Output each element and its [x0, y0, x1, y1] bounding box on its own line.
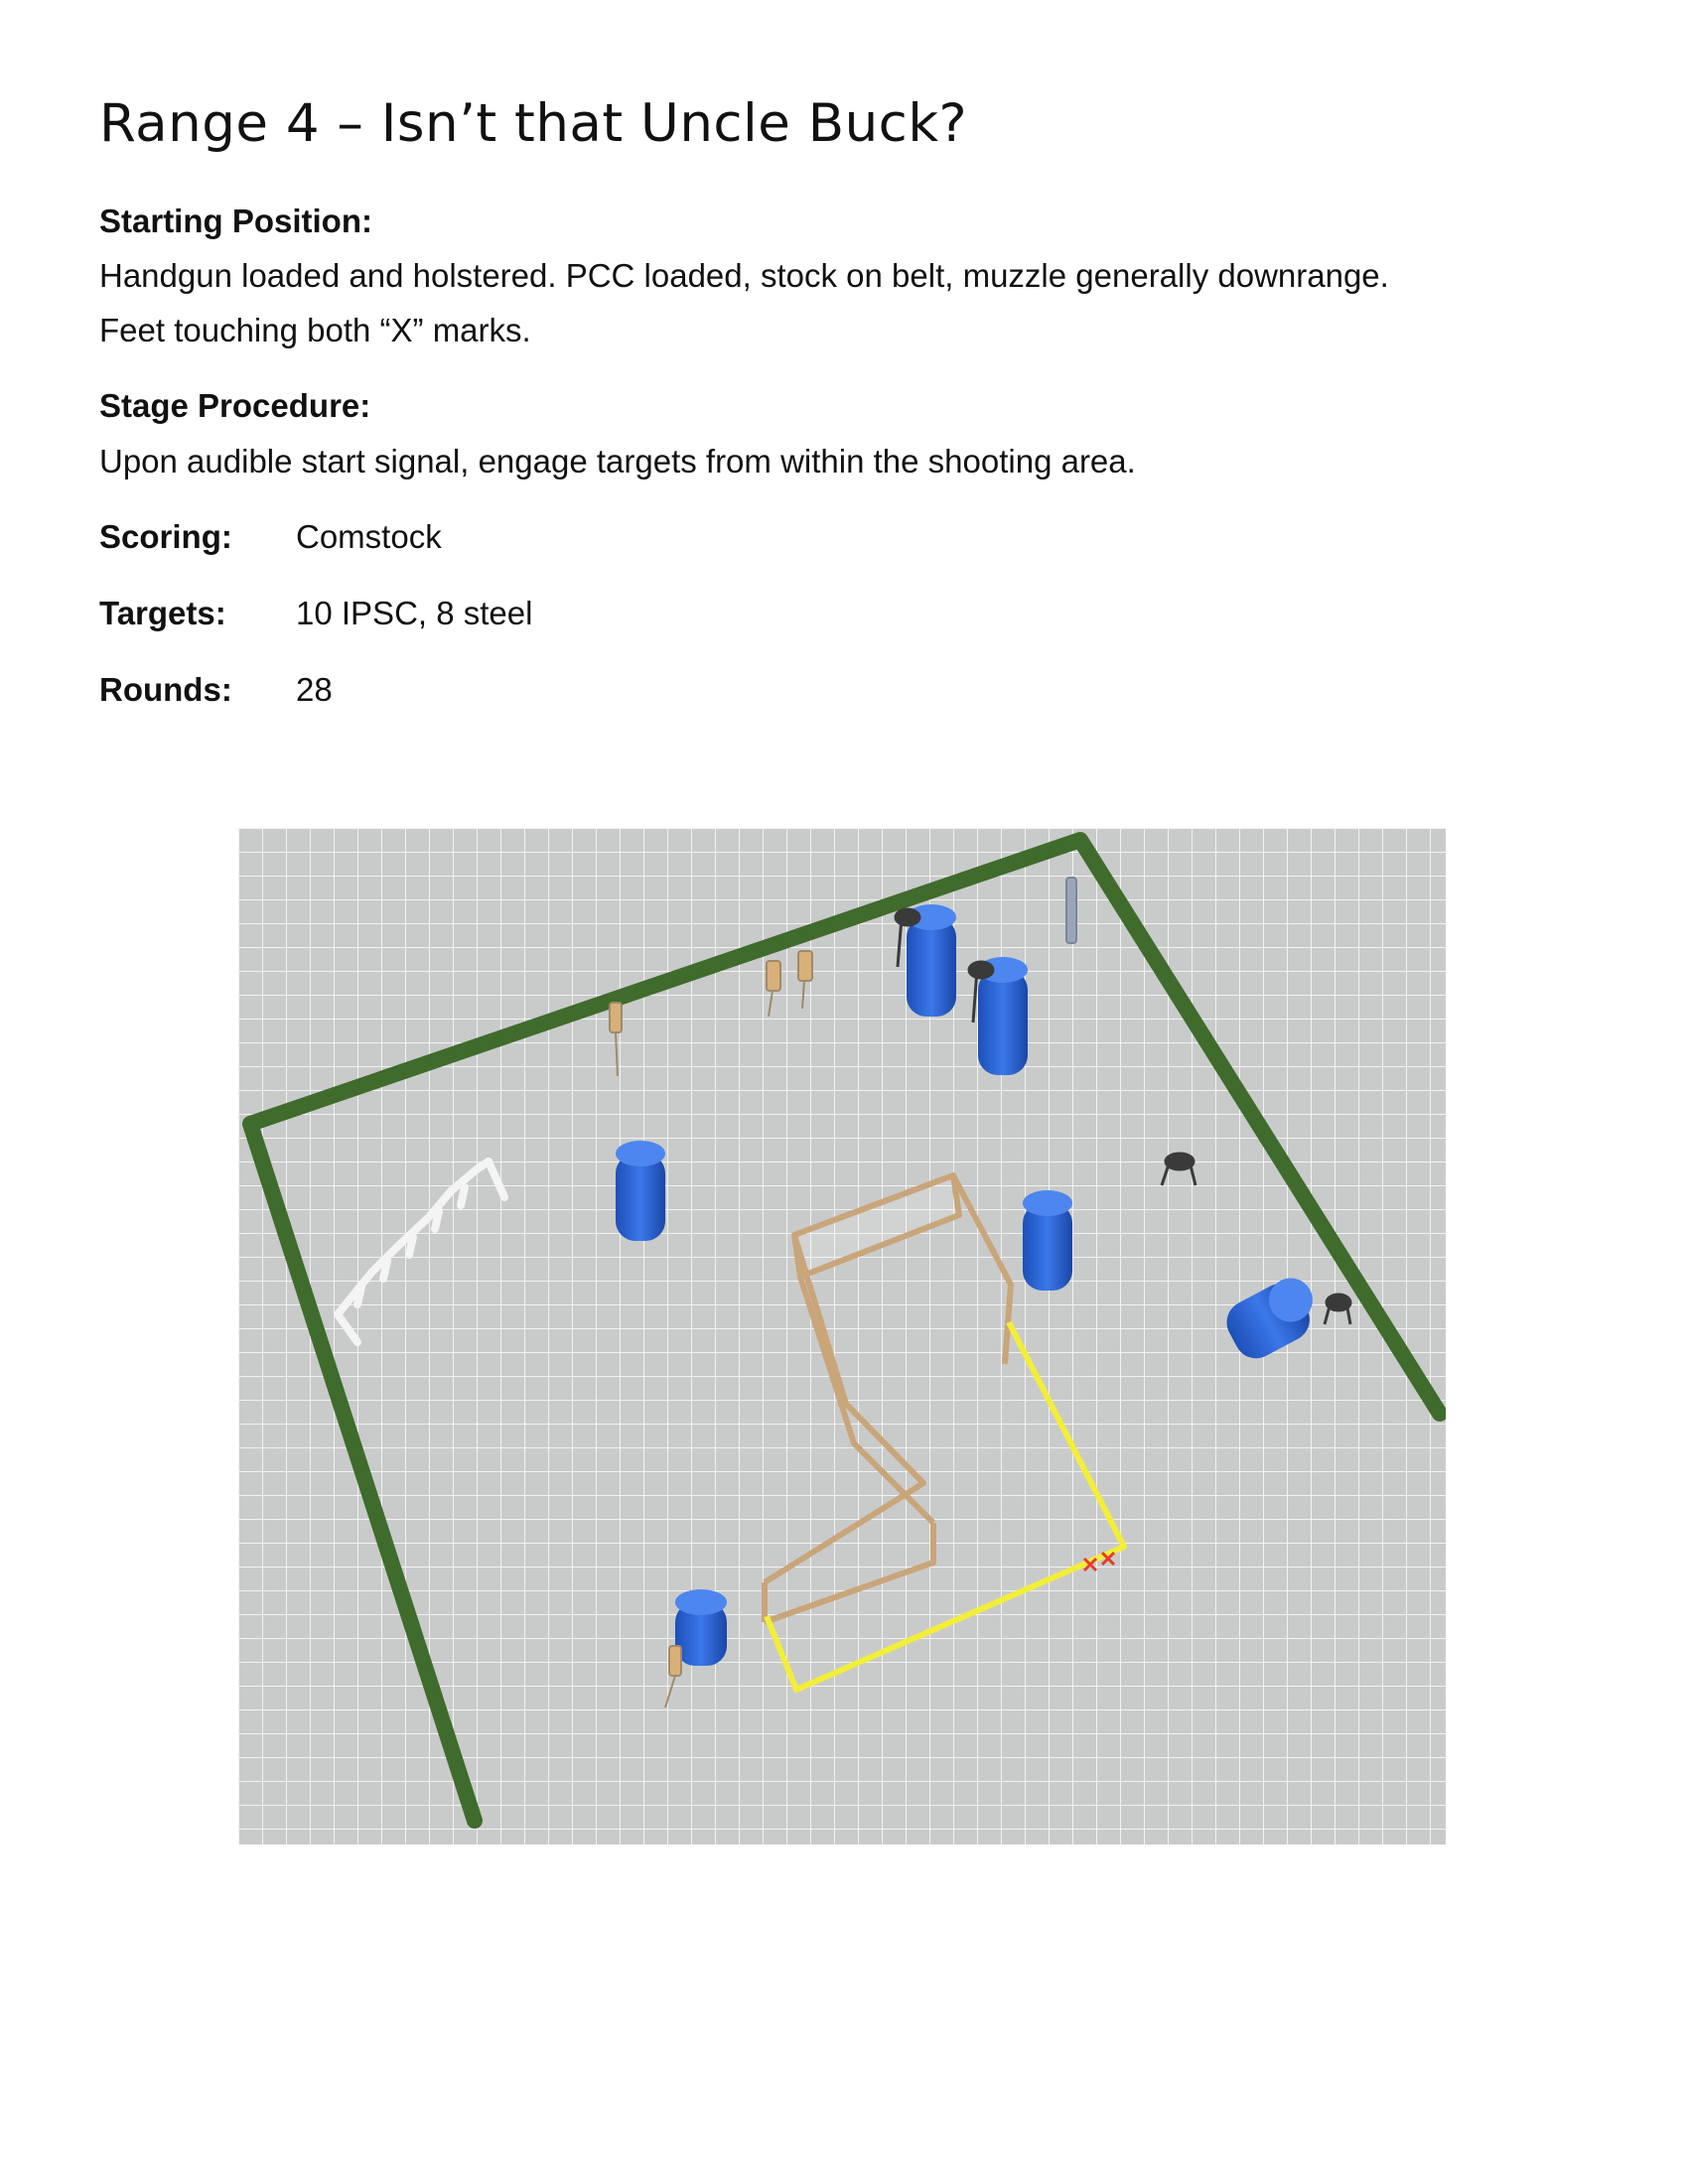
rounds-label: Rounds:	[99, 671, 232, 708]
no-shoot-target	[1066, 878, 1076, 943]
starting-position-heading: Starting Position:	[99, 203, 372, 239]
scoring-value: Comstock	[296, 518, 442, 555]
stage-procedure-heading: Stage Procedure:	[99, 387, 371, 424]
barrel-stack-6	[675, 1589, 727, 1666]
page-title: Range 4 – Isn’t that Uncle Buck?	[99, 93, 968, 154]
barrel-stack-3	[616, 1141, 665, 1241]
starting-position-line-2: Feet touching both “X” marks.	[99, 312, 531, 348]
barrel-stack-4	[1023, 1190, 1072, 1291]
scoring-label: Scoring:	[99, 518, 232, 555]
stage-diagram	[238, 828, 1446, 1844]
targets-label: Targets:	[99, 595, 226, 631]
starting-position-line-1: Handgun loaded and holstered. PCC loaded, stock on belt, muzzle generally downrange.	[99, 257, 1389, 294]
targets-value: 10 IPSC, 8 steel	[296, 595, 533, 631]
stage-procedure-text: Upon audible start signal, engage targets from within the shooting area.	[99, 443, 1136, 479]
rounds-value: 28	[296, 671, 333, 708]
